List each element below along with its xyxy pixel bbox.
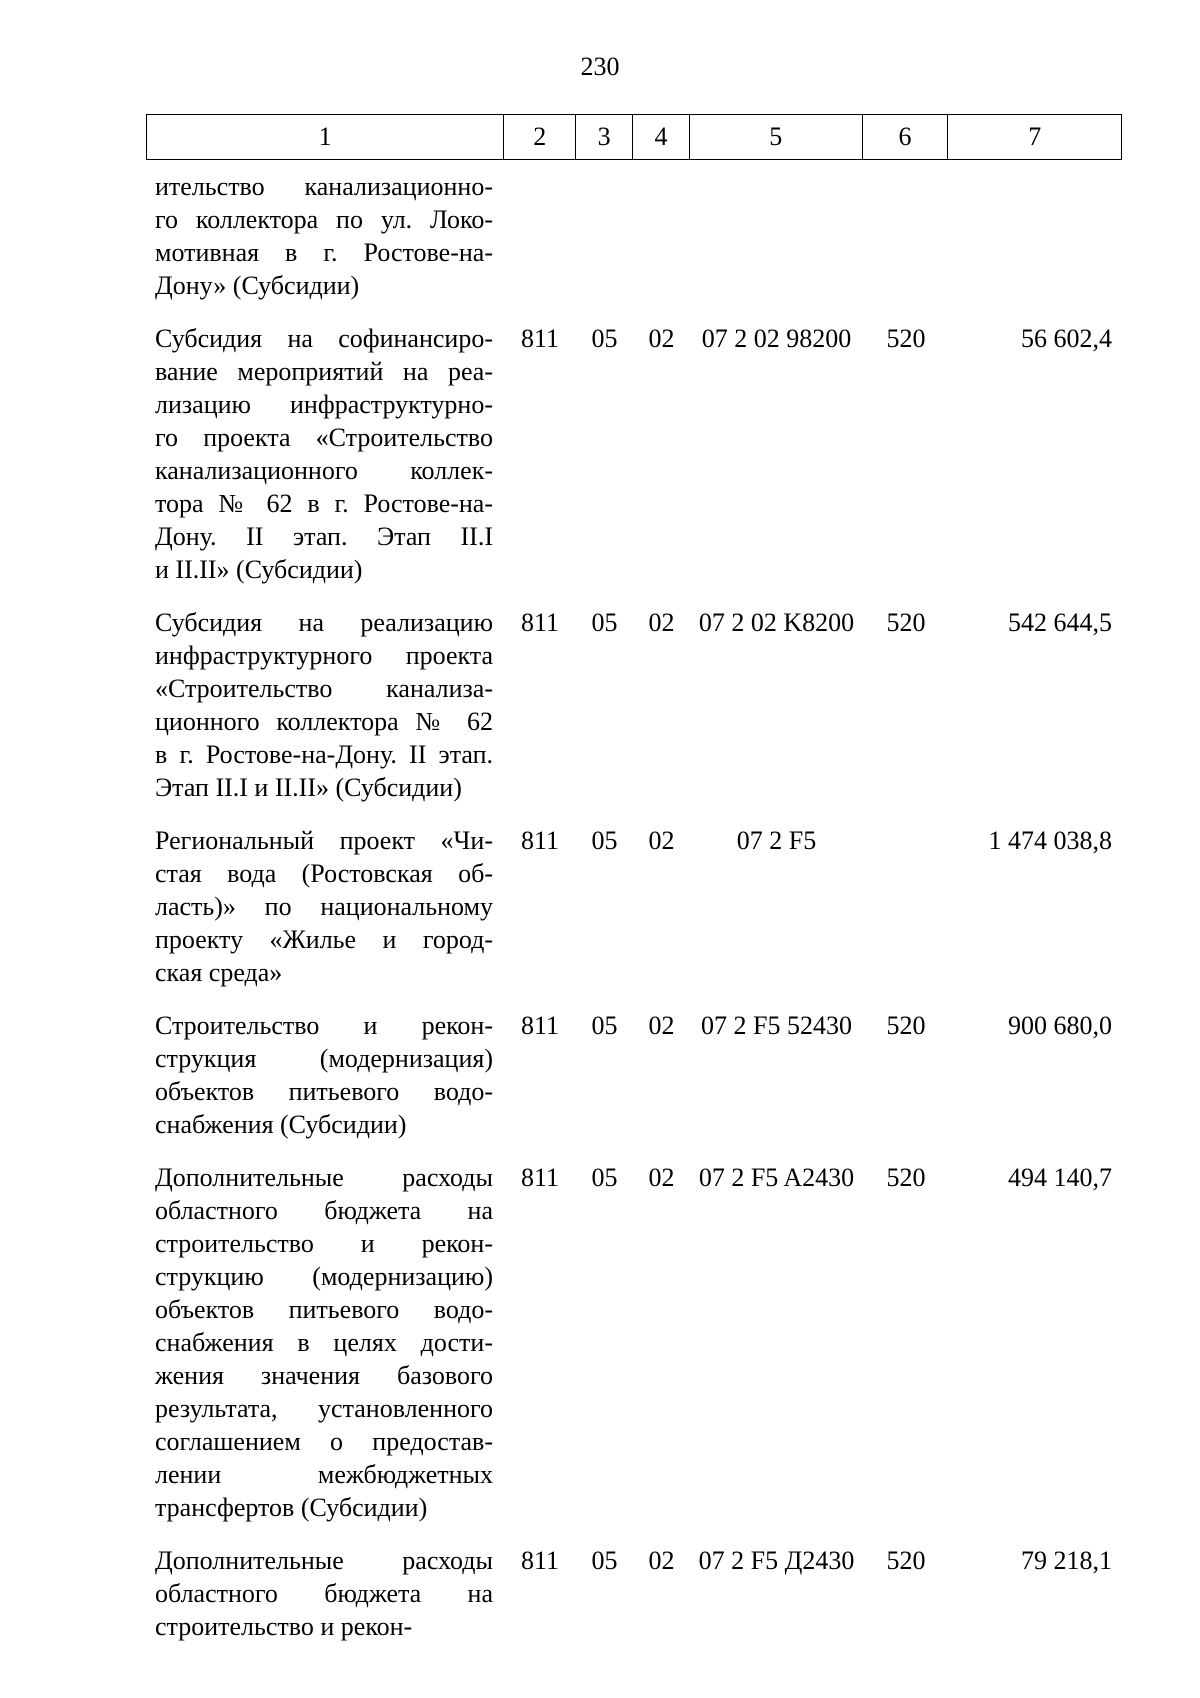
subsection-code: 02: [648, 324, 675, 353]
section-code: 05: [591, 324, 618, 353]
expense-type-code: [863, 170, 949, 302]
amount: 79 218,1: [1021, 1546, 1112, 1575]
description-line: вание мероприятий на реа-: [155, 357, 493, 386]
table-body: [146, 170, 1122, 1643]
amount: 542 644,5: [1008, 608, 1112, 637]
description-line: в г. Ростове-на-Дону. II этап.: [155, 740, 493, 769]
row-description: [146, 1544, 504, 1643]
description-line: Дону. II этап. Этап II.I: [155, 522, 493, 551]
description-line: лизацию инфраструктурно-: [155, 390, 493, 419]
description-line: строительство и рекон-: [155, 1612, 413, 1641]
description-line: снабжения в целях дости-: [155, 1328, 493, 1357]
table-row: [146, 1009, 1122, 1141]
header-cell: 6: [863, 115, 949, 159]
description-line: областного бюджета на: [155, 1196, 493, 1225]
page-number: 230: [580, 52, 620, 81]
target-article-code: 07 2 02 K8200: [698, 608, 855, 637]
table-row: [146, 824, 1122, 989]
table-header-row: [146, 114, 1122, 160]
description-line: трансфертов (Субсидии): [155, 1493, 428, 1522]
header-cell: 2: [504, 115, 576, 159]
description-line: Дону» (Субсидии): [155, 271, 360, 300]
ministry-code: 811: [520, 608, 560, 637]
description-line: Региональный проект «Чи-: [155, 826, 493, 855]
description-line: Дополнительные расходы: [155, 1546, 493, 1575]
expense-type-code: 520: [886, 1163, 926, 1192]
amount: [949, 170, 1122, 302]
expense-type-code: [863, 824, 949, 989]
description-line: объектов питьевого водо-: [155, 1295, 493, 1324]
ministry-code: 811: [520, 826, 560, 855]
section-code: [576, 170, 633, 302]
ministry-code: 811: [520, 1546, 560, 1575]
expense-type-code: 520: [886, 608, 926, 637]
budget-table: [146, 114, 1122, 1643]
description-line: тора № 62 в г. Ростове-на-: [155, 489, 493, 518]
description-line: инфраструктурного проекта: [155, 641, 493, 670]
row-description: [146, 1009, 504, 1141]
description-line: снабжения (Субсидии): [155, 1110, 407, 1139]
table-row: [146, 1161, 1122, 1524]
description-line: Субсидия на реализацию: [155, 608, 493, 637]
description-line: ительство канализационно-: [155, 172, 493, 201]
target-article-code: 07 2 F5 52430: [701, 1011, 852, 1040]
expense-type-code: 520: [886, 324, 926, 353]
description-line: строительство и рекон-: [155, 1229, 493, 1258]
description-line: Этап II.I и II.II» (Субсидии): [155, 773, 462, 802]
section-code: 05: [591, 826, 618, 855]
expense-type-code: 520: [886, 1546, 926, 1575]
amount: 1 474 038,8: [988, 826, 1112, 855]
ministry-code: [504, 170, 576, 302]
target-article-code: 07 2 F5: [736, 826, 817, 855]
description-line: мотивная в г. Ростове-на-: [155, 238, 493, 267]
subsection-code: 02: [648, 826, 675, 855]
description-line: жения значения базового: [155, 1361, 493, 1390]
section-code: 05: [591, 1546, 618, 1575]
description-line: Субсидия на софинансиро-: [155, 324, 493, 353]
description-line: канализационного коллек-: [155, 456, 493, 485]
row-description: [146, 170, 504, 302]
subsection-code: 02: [648, 1546, 675, 1575]
description-line: проекту «Жилье и город-: [155, 925, 493, 954]
description-line: Строительство и рекон-: [155, 1011, 493, 1040]
amount: 900 680,0: [1008, 1011, 1112, 1040]
row-description: [146, 606, 504, 804]
ministry-code: 811: [520, 1011, 560, 1040]
description-line: струкцию (модернизацию): [155, 1262, 493, 1291]
header-cell: 4: [633, 115, 690, 159]
description-line: ласть)» по национальному: [155, 892, 493, 921]
section-code: 05: [591, 1011, 618, 1040]
row-description: [146, 1161, 504, 1524]
ministry-code: 811: [520, 1163, 560, 1192]
header-cell: 7: [1028, 122, 1042, 151]
description-line: ционного коллектора № 62: [155, 707, 493, 736]
subsection-code: 02: [648, 608, 675, 637]
subsection-code: 02: [648, 1163, 675, 1192]
description-line: Дополнительные расходы: [155, 1163, 493, 1192]
subsection-code: [633, 170, 690, 302]
description-line: лении межбюджетных: [155, 1460, 493, 1489]
amount: 56 602,4: [1021, 324, 1112, 353]
subsection-code: 02: [648, 1011, 675, 1040]
table-row: [146, 606, 1122, 804]
description-line: результата, установленного: [155, 1394, 493, 1423]
table-row: [146, 322, 1122, 586]
row-description: [146, 322, 504, 586]
target-article-code: 07 2 02 98200: [701, 324, 852, 353]
target-article-code: [690, 170, 863, 302]
description-line: го проекта «Строительство: [155, 423, 493, 452]
header-cell: 3: [576, 115, 633, 159]
header-cell: 1: [147, 115, 504, 159]
table-row: [146, 1544, 1122, 1643]
target-article-code: 07 2 F5 Д2430: [698, 1546, 855, 1575]
description-line: стая вода (Ростовская об-: [155, 859, 493, 888]
ministry-code: 811: [520, 324, 560, 353]
section-code: 05: [591, 1163, 618, 1192]
description-line: го коллектора по ул. Локо-: [155, 205, 493, 234]
description-line: «Строительство канализа-: [155, 674, 493, 703]
description-line: струкция (модернизация): [155, 1044, 493, 1073]
amount: 494 140,7: [1008, 1163, 1112, 1192]
header-cell: 5: [690, 115, 863, 159]
row-description: [146, 824, 504, 989]
description-line: областного бюджета на: [155, 1579, 493, 1608]
expense-type-code: 520: [886, 1011, 926, 1040]
table-row: [146, 170, 1122, 302]
target-article-code: 07 2 F5 A2430: [698, 1163, 855, 1192]
description-line: ская среда»: [155, 958, 283, 987]
description-line: и II.II» (Субсидии): [155, 555, 363, 584]
description-line: соглашением о предостав-: [155, 1427, 493, 1456]
description-line: объектов питьевого водо-: [155, 1077, 493, 1106]
section-code: 05: [591, 608, 618, 637]
